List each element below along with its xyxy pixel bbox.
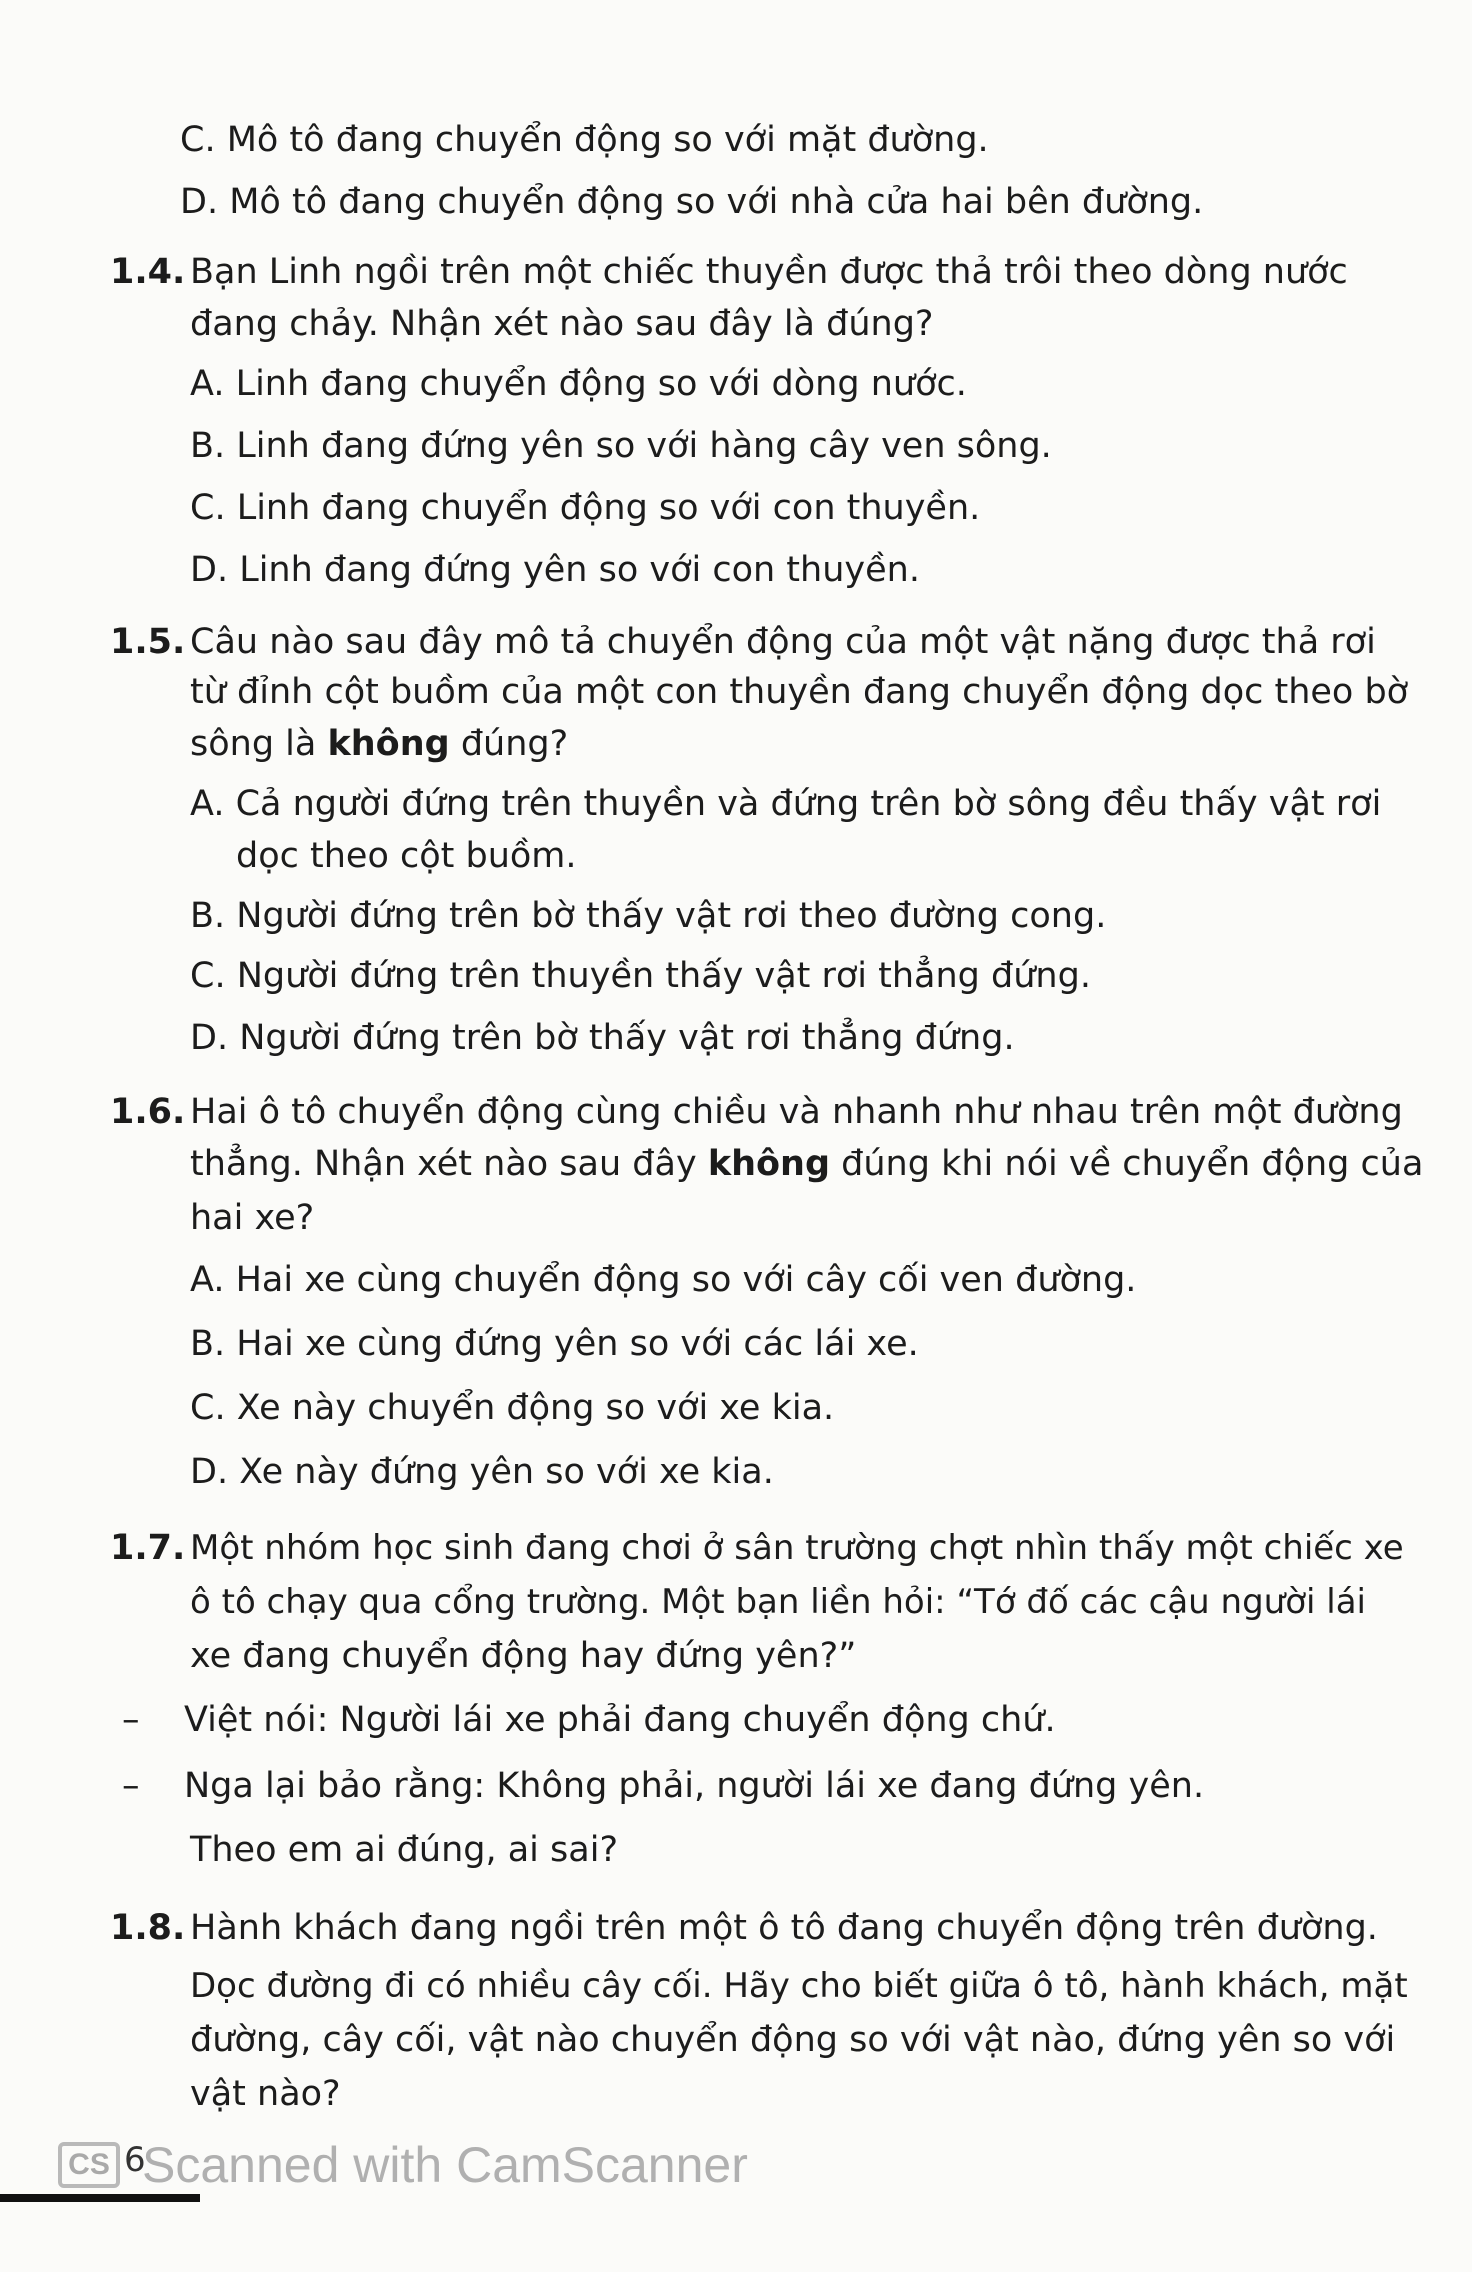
question-1-4-line-2: đang chảy. Nhận xét nào sau đây là đúng?: [190, 304, 934, 344]
scanner-watermark: Scanned with CamScanner: [142, 2137, 748, 2193]
question-1-4-option-a: A. Linh đang chuyển động so với dòng nước.: [190, 364, 967, 404]
question-1-8-line-4: vật nào?: [190, 2074, 341, 2114]
question-1-6-option-a: A. Hai xe cùng chuyển động so với cây cối ven đường.: [190, 1260, 1137, 1300]
bullet-dash: –: [122, 1700, 140, 1740]
text-segment: sông là: [190, 724, 328, 764]
question-1-6-option-b: B. Hai xe cùng đứng yên so với các lái xe.: [190, 1324, 919, 1364]
text-segment: thẳng. Nhận xét nào sau đây: [190, 1144, 708, 1184]
question-number-1-8: 1.8.: [110, 1908, 186, 1948]
camscanner-logo-icon: CS: [58, 2142, 120, 2188]
question-number-1-7: 1.7.: [110, 1528, 186, 1568]
question-1-7-line-1: Một nhóm học sinh đang chơi ở sân trường chợt nhìn thấy một chiếc xe: [190, 1528, 1404, 1568]
question-number-1-5: 1.5.: [110, 622, 186, 662]
option-d-prev: D. Mô tô đang chuyển động so với nhà cửa hai bên đường.: [180, 182, 1204, 222]
question-1-8-line-1: Hành khách đang ngồi trên một ô tô đang chuyển động trên đường.: [190, 1908, 1378, 1948]
footer-rule: [0, 2194, 200, 2202]
question-1-8-line-2: Dọc đường đi có nhiều cây cối. Hãy cho biết giữa ô tô, hành khách, mặt: [190, 1966, 1408, 2006]
option-c-prev: C. Mô tô đang chuyển động so với mặt đường.: [180, 120, 989, 160]
emphasis-not: không: [707, 1144, 831, 1184]
question-1-5-line-1: Câu nào sau đây mô tả chuyển động của một vật nặng được thả rơi: [190, 622, 1376, 662]
question-1-6-option-d: D. Xe này đứng yên so với xe kia.: [190, 1452, 774, 1492]
question-1-4-option-c: C. Linh đang chuyển động so với con thuyền.: [190, 488, 981, 528]
text-segment: đúng khi nói về chuyển động của: [830, 1144, 1424, 1184]
question-1-6-line-3: hai xe?: [190, 1198, 315, 1238]
question-1-4-option-d: D. Linh đang đứng yên so với con thuyền.: [190, 550, 920, 590]
bullet-dash: –: [122, 1766, 140, 1806]
text-segment: đúng?: [449, 724, 569, 764]
question-1-7-line-3: xe đang chuyển động hay đứng yên?”: [190, 1636, 857, 1676]
question-1-7-line-2: ô tô chạy qua cổng trường. Một bạn liền hỏi: “Tớ đố các cậu người lái: [190, 1582, 1367, 1622]
question-number-1-4: 1.4.: [110, 252, 186, 292]
question-1-5-option-a: A. Cả người đứng trên thuyền và đứng trên bờ sông đều thấy vật rơi: [190, 784, 1382, 824]
question-1-6-line-2: [190, 1142, 1423, 1186]
question-1-5-option-d: D. Người đứng trên bờ thấy vật rơi thẳng đứng.: [190, 1018, 1015, 1058]
question-1-8-line-3: đường, cây cối, vật nào chuyển động so với vật nào, đứng yên so với: [190, 2020, 1396, 2060]
question-1-4-line-1: Bạn Linh ngồi trên một chiếc thuyền được thả trôi theo dòng nước: [190, 252, 1348, 292]
emphasis-not: không: [327, 724, 450, 764]
question-1-5-line-2: từ đỉnh cột buồm của một con thuyền đang chuyển động dọc theo bờ: [190, 672, 1409, 712]
question-1-6-option-c: C. Xe này chuyển động so với xe kia.: [190, 1388, 835, 1428]
question-1-5-option-a-cont: dọc theo cột buồm.: [236, 836, 577, 876]
question-1-5-option-c: C. Người đứng trên thuyền thấy vật rơi thẳng đứng.: [190, 956, 1091, 996]
question-1-4-option-b: B. Linh đang đứng yên so với hàng cây ven sông.: [190, 426, 1052, 466]
question-1-7-bullet-1: Việt nói: Người lái xe phải đang chuyển động chứ.: [184, 1700, 1056, 1740]
question-1-7-bullet-2: Nga lại bảo rằng: Không phải, người lái xe đang đứng yên.: [184, 1766, 1205, 1806]
page-number: 6: [124, 2140, 146, 2180]
question-1-6-line-1: Hai ô tô chuyển động cùng chiều và nhanh như nhau trên một đường: [190, 1092, 1403, 1132]
question-1-7-closing: Theo em ai đúng, ai sai?: [190, 1830, 619, 1870]
question-1-5-option-b: B. Người đứng trên bờ thấy vật rơi theo đường cong.: [190, 896, 1107, 936]
question-1-5-line-3: [190, 722, 568, 766]
question-number-1-6: 1.6.: [110, 1092, 186, 1132]
